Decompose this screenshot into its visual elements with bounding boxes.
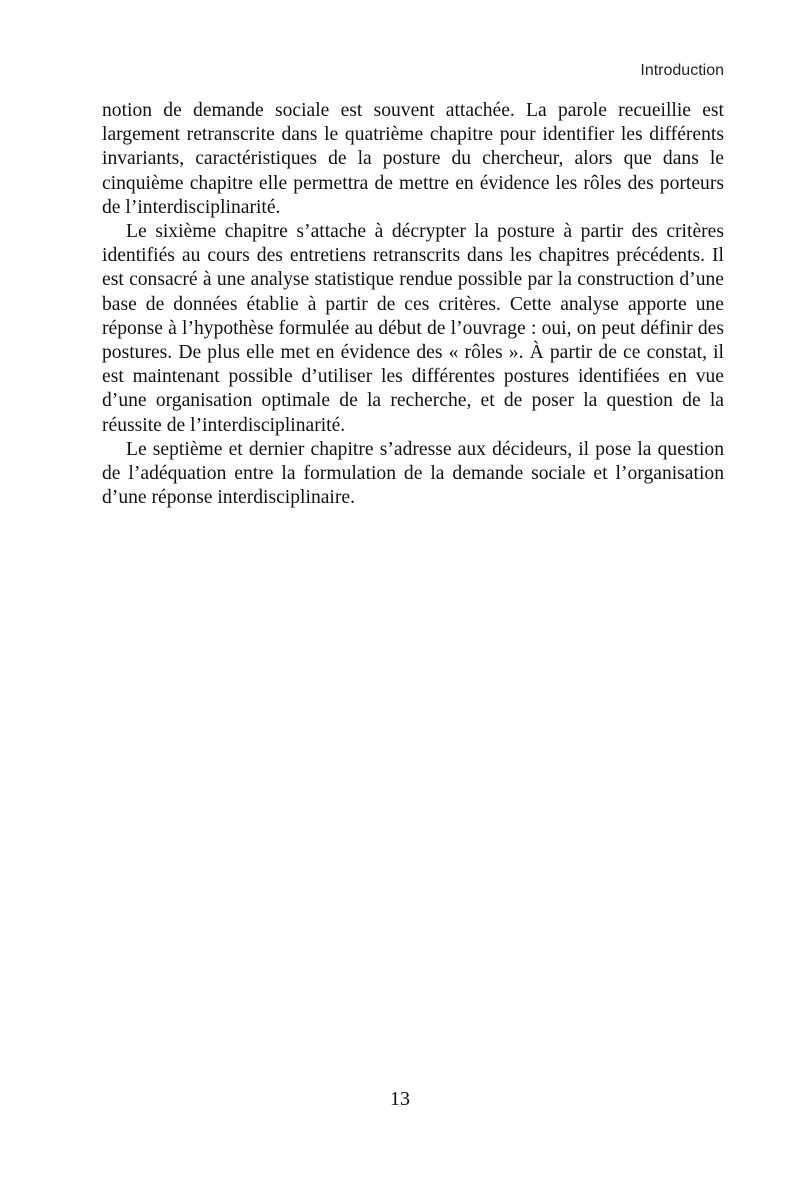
paragraph-seventh-chapter: Le septième et dernier chapitre s’adresse aux décideurs, il pose la question de l’adéquation entre la formulation de la demande sociale et l’organisation d’une réponse interdisciplinaire. <box>102 438 724 509</box>
paragraph-continuation: notion de demande sociale est souvent attachée. La parole recueillie est largement retranscrite dans le quatrième chapitre pour identifier les différents invariants, caractéristiques de la posture du chercheur, alors que dans le cinquième chapitre elle permettra de mettre en évidence les rôles des porteurs de l’interdisciplinarité. <box>102 100 724 218</box>
body-text <box>102 99 724 510</box>
page-number: 13 <box>390 1088 410 1110</box>
paragraph-sixth-chapter: Le sixième chapitre s’attache à décrypter la posture à partir des critères identifiés au cours des entretiens retranscrits dans les chapitres précédents. Il est consacré à une analyse statistique rendue possible par la construction d’une base de données établie à partir de ces critères. Cette analyse apporte une réponse à l’hypothèse formulée au début de l’ouvrage : oui, on peut définir des postures. De plus elle met en évidence des « rôles ». À partir de ce constat, il est maintenant possible d’utiliser les différentes postures identifiées en vue d’une organisation optimale de la recherche, et de poser la question de la réussite de l’interdisciplinarité. <box>102 221 724 436</box>
running-header: Introduction <box>640 62 724 79</box>
